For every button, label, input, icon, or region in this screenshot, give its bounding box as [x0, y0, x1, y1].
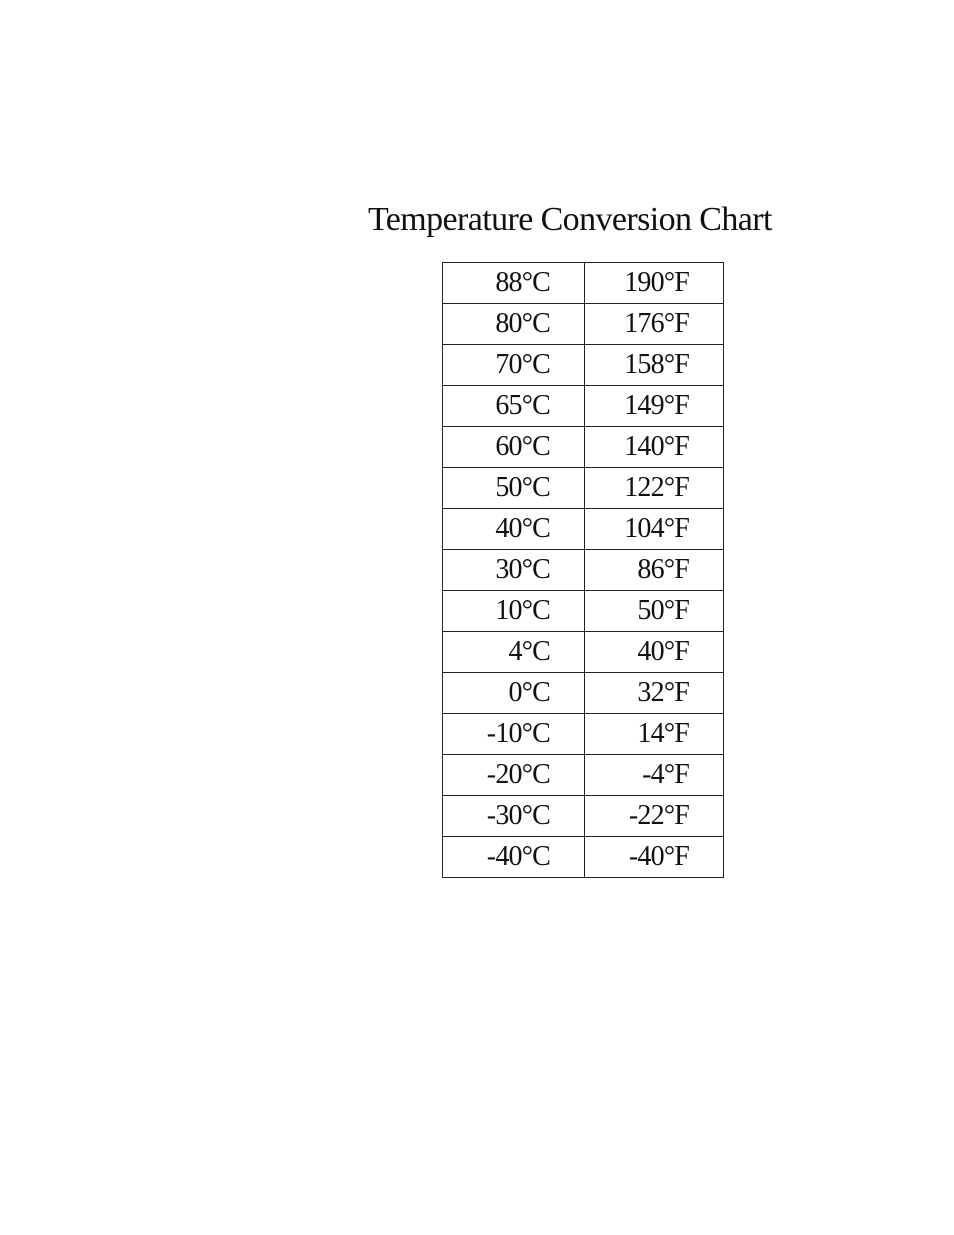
celsius-cell: 4°C	[443, 632, 585, 673]
table-row	[443, 632, 724, 673]
celsius-cell: 30°C	[443, 550, 585, 591]
table-row	[443, 714, 724, 755]
fahrenheit-cell: 158°F	[585, 345, 724, 386]
fahrenheit-cell: 149°F	[585, 386, 724, 427]
celsius-cell: 80°C	[443, 304, 585, 345]
table-row	[443, 509, 724, 550]
table-row	[443, 755, 724, 796]
celsius-cell: 60°C	[443, 427, 585, 468]
table-row	[443, 591, 724, 632]
table-row	[443, 386, 724, 427]
fahrenheit-cell: -22°F	[585, 796, 724, 837]
celsius-cell: 10°C	[443, 591, 585, 632]
fahrenheit-cell: 86°F	[585, 550, 724, 591]
celsius-cell: -40°C	[443, 837, 585, 878]
fahrenheit-cell: -4°F	[585, 755, 724, 796]
table-row	[443, 796, 724, 837]
fahrenheit-cell: 122°F	[585, 468, 724, 509]
celsius-cell: 40°C	[443, 509, 585, 550]
table-row	[443, 263, 724, 304]
table-row	[443, 304, 724, 345]
table-row	[443, 468, 724, 509]
celsius-cell: 0°C	[443, 673, 585, 714]
celsius-cell: 50°C	[443, 468, 585, 509]
page-title: Temperature Conversion Chart	[368, 201, 772, 238]
conversion-table	[442, 262, 724, 878]
celsius-cell: -10°C	[443, 714, 585, 755]
fahrenheit-cell: 104°F	[585, 509, 724, 550]
table-row	[443, 427, 724, 468]
celsius-cell: 88°C	[443, 263, 585, 304]
fahrenheit-cell: 176°F	[585, 304, 724, 345]
fahrenheit-cell: 14°F	[585, 714, 724, 755]
table-row	[443, 673, 724, 714]
fahrenheit-cell: 140°F	[585, 427, 724, 468]
celsius-cell: 65°C	[443, 386, 585, 427]
celsius-cell: -20°C	[443, 755, 585, 796]
table-row	[443, 837, 724, 878]
fahrenheit-cell: 50°F	[585, 591, 724, 632]
fahrenheit-cell: -40°F	[585, 837, 724, 878]
table-row	[443, 550, 724, 591]
fahrenheit-cell: 32°F	[585, 673, 724, 714]
fahrenheit-cell: 40°F	[585, 632, 724, 673]
table-row	[443, 345, 724, 386]
celsius-cell: -30°C	[443, 796, 585, 837]
celsius-cell: 70°C	[443, 345, 585, 386]
fahrenheit-cell: 190°F	[585, 263, 724, 304]
